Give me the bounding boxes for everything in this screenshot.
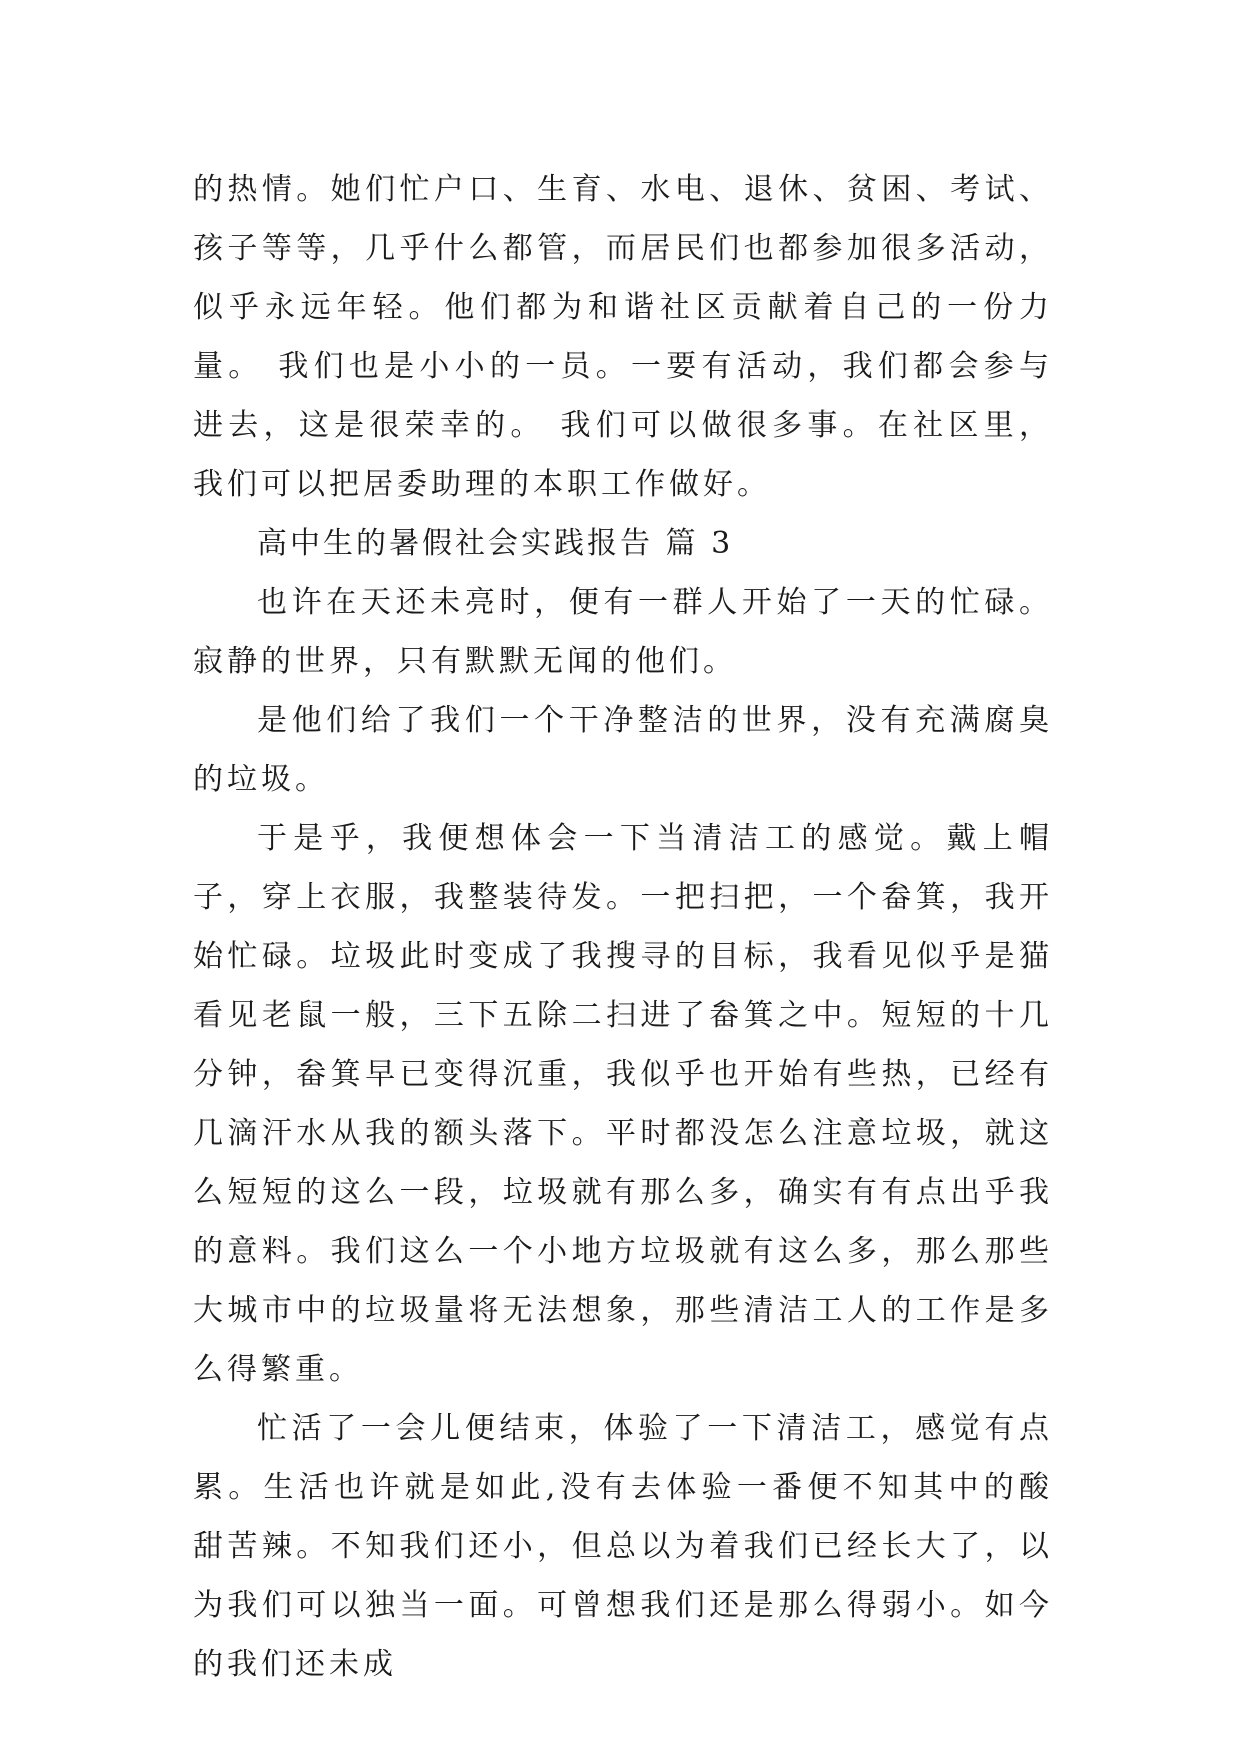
paragraph: 忙活了一会儿便结束，体验了一下清洁工，感觉有点累。生活也许就是如此,没有去体验一番便不知其中的酸甜苦辣。不知我们还小，但总以为着我们已经长大了，以为我们可以独当一面。可曾想我们还是那么得弱小。如今的我们还未成 — [193, 1411, 1053, 1682]
document-body — [193, 160, 1053, 1694]
section-heading: 高中生的暑假社会实践报告 篇 3 — [257, 526, 734, 561]
paragraph-continuation: 的热情。她们忙户口、生育、水电、退休、贫困、考试、孩子等等，几乎什么都管，而居民们也都参加很多活动，似乎永远年轻。他们都为和谐社区贡献着自己的一份力量。 我们也是小小的一员。一要有活动，我们都会参与进去，这是很荣幸的。 我们可以做很多事。在社区里，我们可以把居委助理的本职工作做好。 — [193, 172, 1053, 502]
paragraph: 也许在天还未亮时，便有一群人开始了一天的忙碌。寂静的世界，只有默默无闻的他们。 — [193, 585, 1053, 679]
paragraph: 于是乎，我便想体会一下当清洁工的感觉。戴上帽子，穿上衣服，我整装待发。一把扫把，一个畚箕，我开始忙碌。垃圾此时变成了我搜寻的目标，我看见似乎是猫看见老鼠一般，三下五除二扫进了畚箕之中。短短的十几分钟，畚箕早已变得沉重，我似乎也开始有些热，已经有几滴汗水从我的额头落下。平时都没怎么注意垃圾，就这么短短的这么一段，垃圾就有那么多，确实有有点出乎我的意料。我们这么一个小地方垃圾就有这么多，那么那些大城市中的垃圾量将无法想象，那些清洁工人的工作是多么得繁重。 — [193, 821, 1053, 1387]
paragraph: 是他们给了我们一个干净整洁的世界，没有充满腐臭的垃圾。 — [193, 703, 1053, 797]
